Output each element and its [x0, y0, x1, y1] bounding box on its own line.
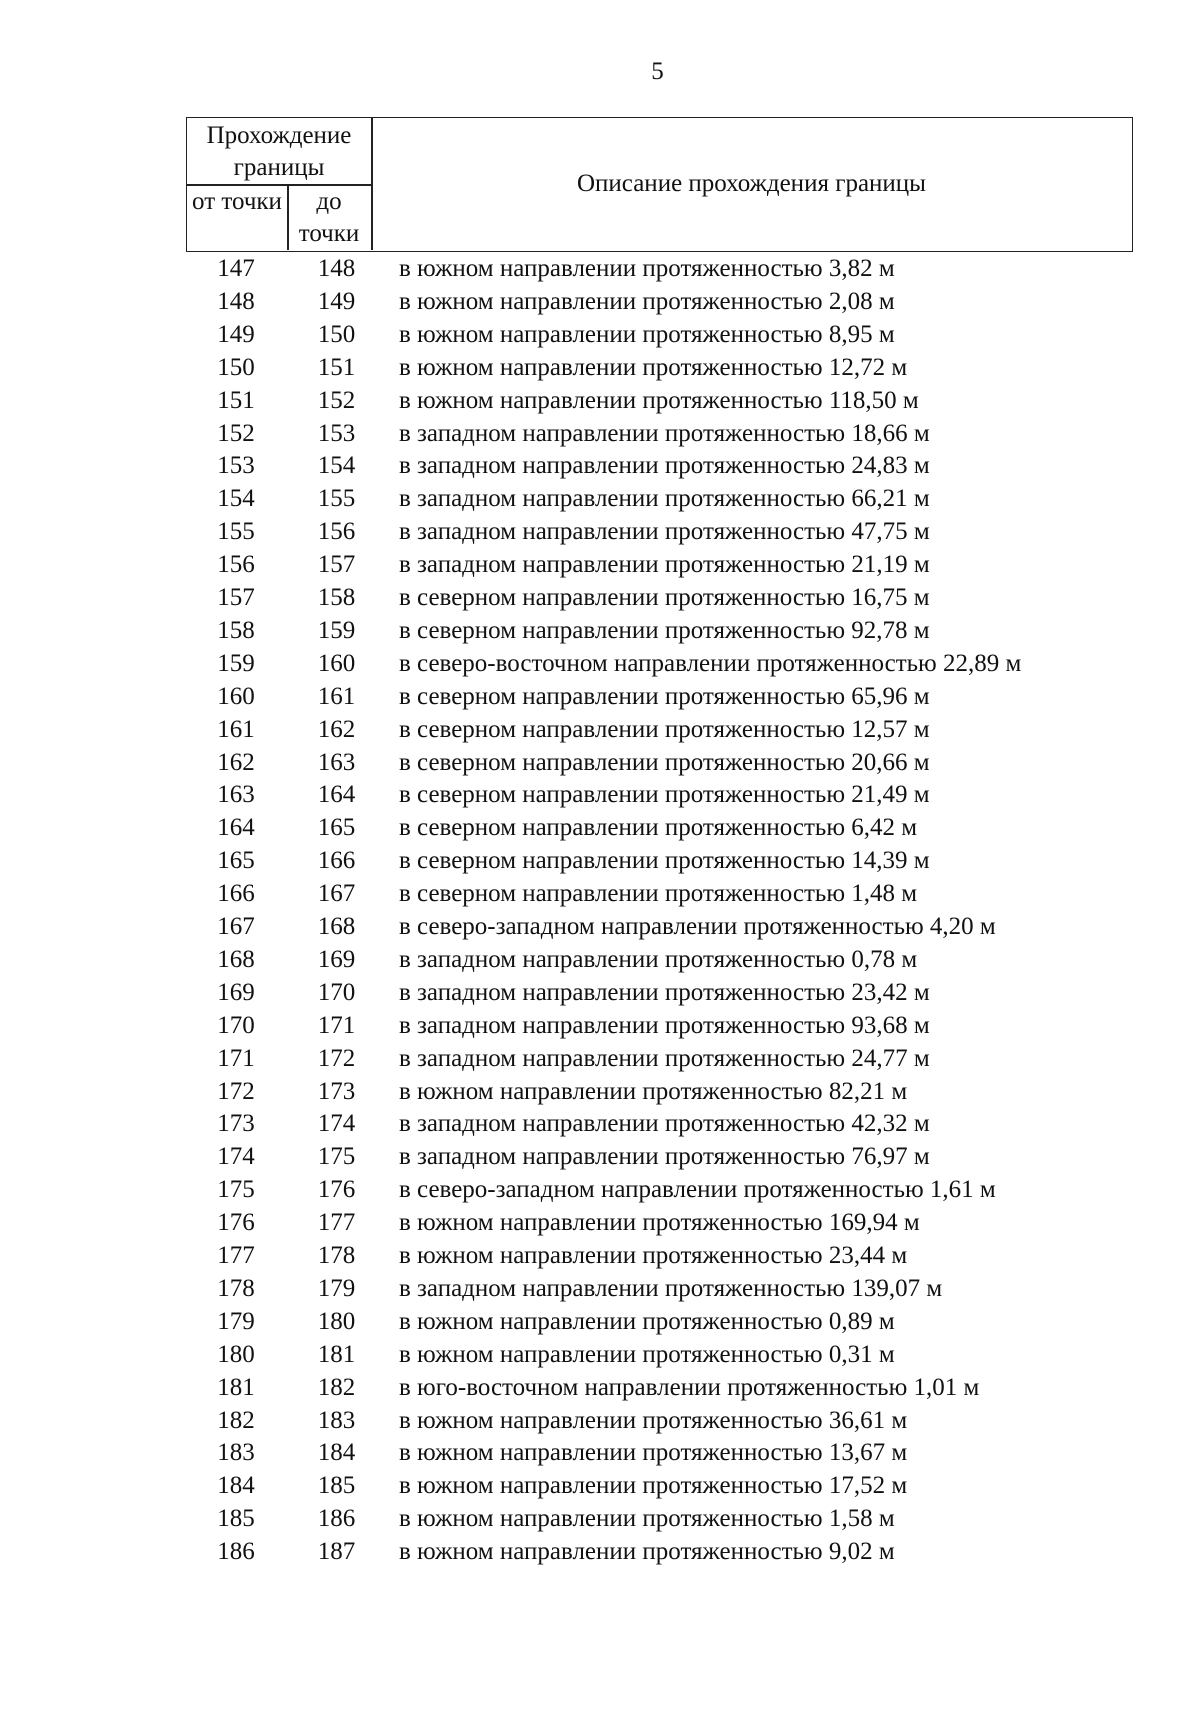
- from-point-cell: 172: [217, 1077, 255, 1105]
- table-row: [186, 713, 1133, 746]
- description-cell: в северо-западном направлении протяженностью 1,61 м: [399, 1176, 996, 1204]
- from-point-cell: 180: [217, 1340, 255, 1368]
- table-row: [186, 515, 1133, 548]
- to-point-cell: 154: [317, 452, 356, 480]
- to-point-cell: 160: [317, 649, 356, 677]
- table-row: [186, 943, 1133, 976]
- table-row: [186, 252, 1133, 285]
- description-cell: в западном направлении протяженностью 24,83 м: [399, 452, 930, 480]
- description-cell: в северном направлении протяженностью 92,78 м: [399, 616, 930, 644]
- to-point-cell: 170: [317, 978, 356, 1006]
- description-cell: в западном направлении протяженностью 66,21 м: [399, 485, 930, 513]
- to-point-cell: 159: [317, 616, 356, 644]
- description-cell: в северном направлении протяженностью 1,48 м: [399, 880, 918, 908]
- table-row: [186, 1469, 1133, 1502]
- description-cell: в северном направлении протяженностью 65,96 м: [399, 682, 930, 710]
- from-point-cell: 181: [217, 1373, 255, 1401]
- from-point-cell: 150: [217, 353, 255, 381]
- description-cell: в северном направлении протяженностью 12,57 м: [399, 715, 930, 743]
- table-row: [186, 1305, 1133, 1338]
- from-point-cell: 178: [217, 1274, 255, 1302]
- table-row: [186, 647, 1133, 680]
- to-point-cell: 153: [317, 419, 356, 447]
- description-cell: в северо-восточном направлении протяженностью 22,89 м: [399, 649, 1022, 677]
- from-point-cell: 155: [217, 518, 255, 546]
- to-point-cell: 168: [317, 913, 356, 940]
- to-point-cell: 166: [317, 847, 356, 875]
- from-point-cell: 184: [217, 1472, 255, 1500]
- from-point-cell: 175: [217, 1176, 255, 1204]
- description-cell: в южном направлении протяженностью 3,82 м: [399, 255, 895, 282]
- to-point-cell: 187: [317, 1538, 356, 1566]
- description-cell: в западном направлении протяженностью 23,42 м: [399, 978, 930, 1006]
- to-point-cell: 174: [317, 1110, 356, 1138]
- table-row: [186, 811, 1133, 844]
- from-point-cell: 164: [217, 814, 255, 842]
- table-row: [186, 746, 1133, 779]
- to-point-cell: 180: [317, 1307, 356, 1335]
- from-point-cell: 170: [217, 1011, 255, 1039]
- header-description-label: Описание прохождения границы: [577, 170, 926, 197]
- description-cell: в западном направлении протяженностью 139,07 м: [399, 1274, 943, 1302]
- table-row: [186, 581, 1133, 614]
- to-point-cell: 184: [317, 1439, 356, 1467]
- to-point-cell: 167: [317, 880, 356, 908]
- to-point-cell: 165: [317, 814, 356, 842]
- description-cell: в западном направлении протяженностью 42,32 м: [399, 1110, 930, 1138]
- from-point-cell: 163: [217, 781, 255, 809]
- to-point-cell: 155: [317, 485, 356, 513]
- description-cell: в северном направлении протяженностью 14,39 м: [399, 847, 930, 875]
- page-number: 5: [651, 58, 664, 85]
- from-point-cell: 183: [217, 1439, 255, 1467]
- description-cell: в южном направлении протяженностью 1,58 м: [399, 1505, 895, 1533]
- header-passage-label: Прохождение границы: [206, 122, 352, 181]
- to-point-cell: 176: [317, 1176, 356, 1204]
- to-point-cell: 151: [317, 353, 356, 381]
- table-row: [186, 285, 1133, 318]
- table-row: [186, 384, 1133, 417]
- from-point-cell: 165: [217, 847, 255, 875]
- table-row: [186, 417, 1133, 450]
- description-cell: в западном направлении протяженностью 93,68 м: [399, 1011, 930, 1039]
- from-point-cell: 153: [217, 452, 255, 480]
- description-cell: в западном направлении протяженностью 0,78 м: [399, 945, 918, 973]
- from-point-cell: 166: [217, 880, 255, 908]
- to-point-cell: 152: [317, 386, 356, 414]
- to-point-cell: 179: [317, 1274, 356, 1302]
- description-cell: в южном направлении протяженностью 0,31 м: [399, 1340, 895, 1368]
- from-point-cell: 152: [217, 419, 255, 447]
- description-cell: в южном направлении протяженностью 8,95 м: [399, 320, 895, 348]
- table-row: [186, 449, 1133, 482]
- table-row: [186, 1042, 1133, 1075]
- from-point-cell: 154: [217, 485, 255, 513]
- description-cell: в южном направлении протяженностью 17,52 м: [399, 1472, 908, 1500]
- description-cell: в юго-восточном направлении протяженностью 1,01 м: [399, 1373, 980, 1401]
- to-point-cell: 161: [317, 682, 356, 710]
- description-cell: в южном направлении протяженностью 13,67 м: [399, 1439, 908, 1467]
- to-point-cell: 173: [317, 1077, 356, 1105]
- from-point-cell: 179: [217, 1307, 255, 1335]
- description-cell: в южном направлении протяженностью 9,02 м: [399, 1538, 895, 1566]
- from-point-cell: 167: [217, 913, 255, 940]
- from-point-cell: 149: [217, 320, 255, 348]
- description-cell: в южном направлении протяженностью 12,72 м: [399, 353, 908, 381]
- description-cell: в южном направлении протяженностью 169,94 м: [399, 1209, 920, 1237]
- from-point-cell: 171: [217, 1044, 255, 1072]
- description-cell: в западном направлении протяженностью 76,97 м: [399, 1143, 930, 1171]
- to-point-cell: 185: [317, 1472, 356, 1500]
- description-cell: в западном направлении протяженностью 21,19 м: [399, 551, 930, 579]
- table-row: [186, 1075, 1133, 1108]
- description-cell: в западном направлении протяженностью 18,66 м: [399, 419, 930, 447]
- table-row: [186, 1371, 1133, 1404]
- table-row: [186, 1009, 1133, 1042]
- from-point-cell: 151: [217, 386, 255, 414]
- table-row: [186, 1436, 1133, 1469]
- to-point-cell: 183: [317, 1406, 356, 1434]
- table-row: [186, 1338, 1133, 1371]
- to-point-cell: 181: [317, 1340, 356, 1368]
- description-cell: в южном направлении протяженностью 0,89 м: [399, 1307, 895, 1335]
- table-row: [186, 1535, 1133, 1568]
- to-point-cell: 150: [317, 320, 356, 348]
- to-point-cell: 186: [317, 1505, 356, 1533]
- from-point-cell: 185: [217, 1505, 255, 1533]
- to-point-cell: 163: [317, 748, 356, 776]
- from-point-cell: 174: [217, 1143, 255, 1171]
- from-point-cell: 162: [217, 748, 255, 776]
- table-row: [186, 778, 1133, 811]
- from-point-cell: 186: [217, 1538, 255, 1566]
- description-cell: в южном направлении протяженностью 82,21 м: [399, 1077, 908, 1105]
- from-point-cell: 156: [217, 551, 255, 579]
- header-from-label: от точки: [192, 188, 282, 215]
- from-point-cell: 160: [217, 682, 255, 710]
- from-point-cell: 148: [217, 287, 255, 315]
- to-point-cell: 162: [317, 715, 356, 743]
- to-point-cell: 177: [317, 1209, 356, 1237]
- description-cell: в северо-западном направлении протяженностью 4,20 м: [399, 913, 996, 940]
- table-row: [186, 318, 1133, 351]
- table-row: [186, 680, 1133, 713]
- to-point-cell: 149: [317, 287, 356, 315]
- from-point-cell: 177: [217, 1242, 255, 1269]
- to-point-cell: 156: [317, 518, 356, 546]
- table-row: [186, 844, 1133, 877]
- table-row: [186, 1107, 1133, 1140]
- to-point-cell: 164: [317, 781, 356, 809]
- from-point-cell: 157: [217, 584, 255, 611]
- from-point-cell: 176: [217, 1209, 255, 1237]
- from-point-cell: 147: [217, 255, 255, 282]
- header-to-label: до точки: [298, 188, 360, 247]
- table-row: [186, 1140, 1133, 1173]
- to-point-cell: 148: [317, 255, 356, 282]
- from-point-cell: 161: [217, 715, 255, 743]
- from-point-cell: 168: [217, 945, 255, 973]
- description-cell: в южном направлении протяженностью 36,61 м: [399, 1406, 908, 1434]
- from-point-cell: 159: [217, 649, 255, 677]
- to-point-cell: 178: [317, 1242, 356, 1269]
- from-point-cell: 173: [217, 1110, 255, 1138]
- table-row: [186, 976, 1133, 1009]
- to-point-cell: 171: [317, 1011, 356, 1039]
- description-cell: в южном направлении протяженностью 118,50 м: [399, 386, 919, 414]
- description-cell: в северном направлении протяженностью 16,75 м: [399, 584, 930, 611]
- table-row: [186, 1404, 1133, 1437]
- to-point-cell: 169: [317, 945, 356, 973]
- table-row: [186, 1272, 1133, 1305]
- table-row: [186, 614, 1133, 647]
- from-point-cell: 158: [217, 616, 255, 644]
- table-row: [186, 548, 1133, 581]
- description-cell: в северном направлении протяженностью 21,49 м: [399, 781, 930, 809]
- table-row: [186, 1239, 1133, 1272]
- table-row: [186, 910, 1133, 943]
- from-point-cell: 169: [217, 978, 255, 1006]
- table-header: [186, 117, 1133, 252]
- description-cell: в южном направлении протяженностью 2,08 м: [399, 287, 895, 315]
- to-point-cell: 172: [317, 1044, 356, 1072]
- to-point-cell: 175: [317, 1143, 356, 1171]
- table-row: [186, 877, 1133, 910]
- from-point-cell: 182: [217, 1406, 255, 1434]
- description-cell: в южном направлении протяженностью 23,44 м: [399, 1242, 908, 1269]
- to-point-cell: 182: [317, 1373, 356, 1401]
- description-cell: в западном направлении протяженностью 24,77 м: [399, 1044, 930, 1072]
- to-point-cell: 157: [317, 551, 356, 579]
- table-row: [186, 351, 1133, 384]
- table-row: [186, 482, 1133, 515]
- table-row: [186, 1502, 1133, 1535]
- table-row: [186, 1173, 1133, 1206]
- description-cell: в северном направлении протяженностью 20,66 м: [399, 748, 930, 776]
- table-row: [186, 1206, 1133, 1239]
- to-point-cell: 158: [317, 584, 356, 611]
- description-cell: в западном направлении протяженностью 47,75 м: [399, 518, 930, 546]
- description-cell: в северном направлении протяженностью 6,42 м: [399, 814, 918, 842]
